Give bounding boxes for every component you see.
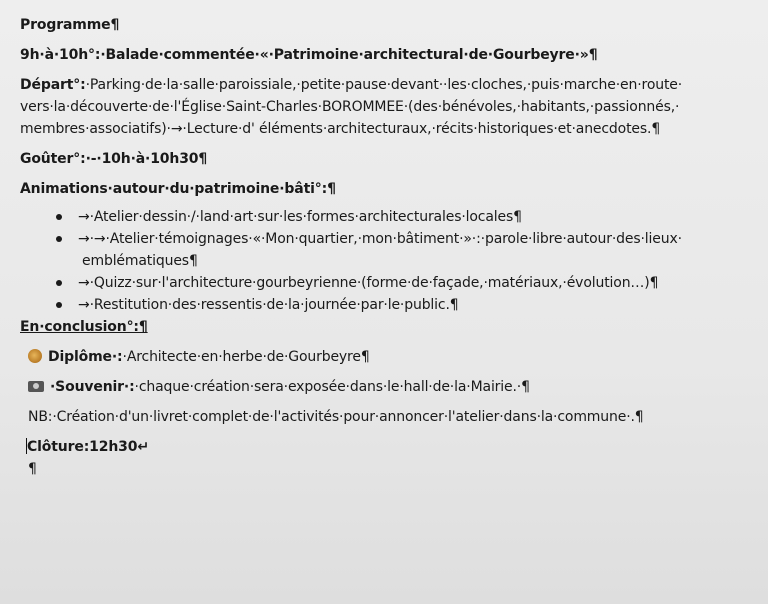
depart-label: Départ°: bbox=[20, 77, 86, 93]
souvenir-text: ·chaque·création·sera·exposée·dans·le·hall·de·la·Mairie.·¶ bbox=[134, 379, 530, 395]
list-item bbox=[20, 272, 755, 294]
bullet-text: →·Atelier·dessin·/·land·art·sur·les·formes·architecturales·locales¶ bbox=[78, 209, 522, 225]
heading-programme: Programme¶ bbox=[20, 17, 120, 33]
slot-balade: 9h·à·10h°:·Balade·commentée·«·Patrimoine·architectural·de·Gourbeyre·»¶ bbox=[20, 47, 598, 63]
camera-icon bbox=[28, 381, 44, 392]
nb-line: NB:·Création·d'un·livret·complet·de·l'activités·pour·annoncer·l'atelier·dans·la·commune·.¶ bbox=[28, 409, 644, 425]
bullet-dot bbox=[56, 302, 62, 308]
diplome-label: Diplôme·: bbox=[48, 349, 123, 365]
bullet-text: →·→·Atelier·témoignages·«·Mon·quartier,·mon·bâtiment·»·:·parole·libre·autour·des·lieux· bbox=[78, 231, 682, 247]
souvenir-line bbox=[28, 376, 755, 398]
gouter-line: Goûter°:·-·10h·à·10h30¶ bbox=[20, 151, 208, 167]
list-item bbox=[20, 206, 755, 228]
cloture-text: Clôture:12h30↵ bbox=[27, 439, 149, 455]
animations-list bbox=[20, 206, 755, 316]
document-body[interactable] bbox=[20, 14, 755, 480]
bullet-dot bbox=[56, 214, 62, 220]
depart-line-3: membres·associatifs)·→·Lecture·d' éléments·architecturaux,·récits·historiques·et·anecdotes.¶ bbox=[20, 121, 661, 137]
diplome-line bbox=[28, 346, 755, 368]
bullet-dot bbox=[56, 236, 62, 242]
souvenir-label: ·Souvenir·: bbox=[50, 379, 135, 395]
list-item bbox=[20, 228, 755, 250]
end-pilcrow: ¶ bbox=[28, 461, 37, 477]
medal-icon bbox=[28, 349, 42, 363]
paragraph-depart bbox=[20, 74, 755, 140]
depart-line-1 bbox=[20, 74, 755, 96]
diplome-text: ·Architecte·en·herbe·de·Gourbeyre¶ bbox=[122, 349, 370, 365]
bullet-text: →·Quizz·sur·l'architecture·gourbeyrienne·(forme·de·façade,·matériaux,·évolution…)¶ bbox=[78, 275, 659, 291]
animations-heading: Animations·autour·du·patrimoine·bâti°:¶ bbox=[20, 181, 336, 197]
list-item-continuation: emblématiques¶ bbox=[82, 253, 198, 269]
list-item bbox=[20, 294, 755, 316]
cloture-line bbox=[26, 436, 755, 458]
bullet-dot bbox=[56, 280, 62, 286]
depart-line-2: vers·la·découverte·de·l'Église·Saint-Charles·BOROMMEE·(des·bénévoles,·habitants,·passionnés,· bbox=[20, 99, 680, 115]
conclusion-heading: En·conclusion°:¶ bbox=[20, 319, 148, 335]
depart-text-1: ·Parking·de·la·salle·paroissiale,·petite·pause·devant··les·cloches,·puis·marche·en·route· bbox=[85, 77, 683, 93]
bullet-text: →·Restitution·des·ressentis·de·la·journée·par·le·public.¶ bbox=[78, 297, 459, 313]
